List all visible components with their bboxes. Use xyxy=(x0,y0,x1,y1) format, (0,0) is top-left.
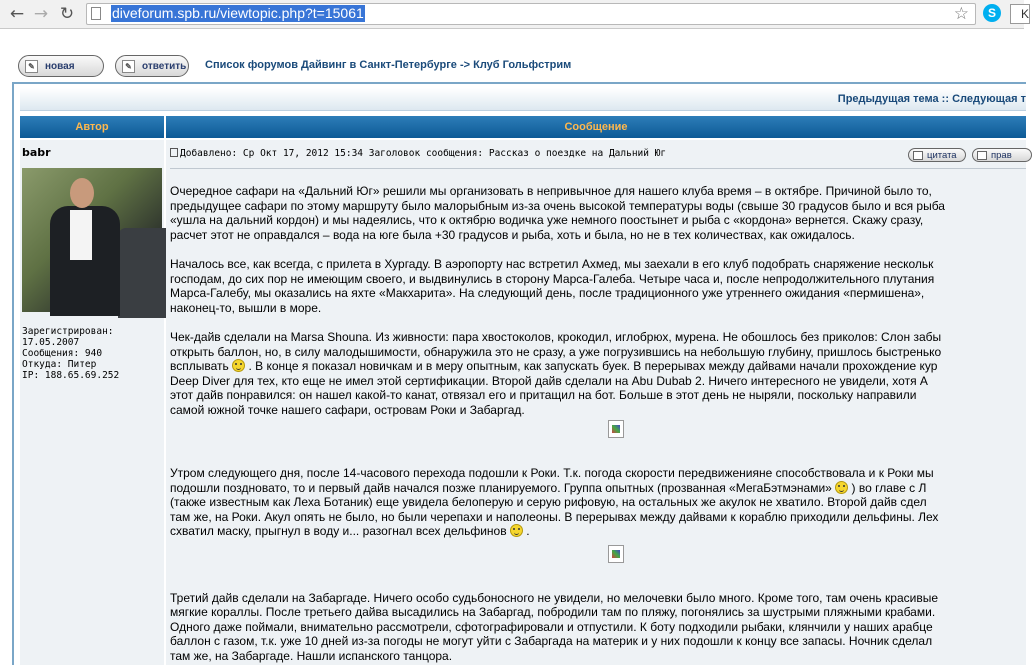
broken-image-icon[interactable] xyxy=(608,545,624,563)
skype-icon[interactable]: S xyxy=(983,4,1001,22)
text-fragment: ) во главе с Л xyxy=(848,480,927,495)
text-line: там же, на Забаргаде. Нашли испанского танцора. xyxy=(170,648,453,663)
author-ip: IP: 188.65.69.252 xyxy=(22,370,120,381)
text-line: предыдущее сафари по этому маршруту было малорыбным из-за очень высокой температуры воды (свыше 30 градусов было и вся рыба xyxy=(170,198,945,213)
breadcrumb[interactable]: Список форумов Дайвинг в Санкт-Петербурге -> Клуб Гольфстрим xyxy=(205,59,572,71)
text-line xyxy=(170,481,1026,496)
smiley-icon xyxy=(510,524,523,537)
address-url[interactable]: diveforum.spb.ru/viewtopic.php?t=15061 xyxy=(112,5,364,21)
text-fragment: подошли поздновато, то и первый дайв начался позже планируемого. Группа опытных (прозванная «МегаБэтмэнами» xyxy=(170,480,832,495)
forward-arrow-icon[interactable]: → xyxy=(33,4,49,24)
text-line: Очередное сафари на «Дальний Юг» решили мы организовать в непривычное для нашего клуба время – в октябре. Причиной было то, xyxy=(170,184,932,198)
edit-label: прав xyxy=(991,150,1012,161)
post-body xyxy=(170,184,1026,663)
author-meta xyxy=(22,326,119,381)
text-line: наконец-то, вышли в море. xyxy=(170,300,322,315)
author-column-header: Автор xyxy=(20,116,164,138)
registered-date: 17.05.2007 xyxy=(22,337,80,348)
text-fragment: . В конце я показал новичкам и в меру опытным, как запускать буек. В перерывах между дайвами начали прохождение кур xyxy=(245,359,938,373)
topic-table xyxy=(12,82,1026,665)
back-arrow-icon[interactable]: ← xyxy=(9,4,25,24)
new-topic-label-a: новая xyxy=(45,61,75,72)
post-header xyxy=(170,148,666,159)
address-bar[interactable] xyxy=(86,3,976,25)
text-line: расчет этот не оправдался – вода на юге была +30 градусов и рыба, хоть и была, но не в тех количествах, как ожидалось. xyxy=(170,227,855,242)
registered-label: Зарегистрирован: xyxy=(22,326,114,337)
text-line: баллон с газом, т.к. уже 10 дней из-за погоды не могут уйти с Забаргада на материк и у них подошли к концу все запасы. Ночник сделал xyxy=(170,634,933,648)
text-line: Утром следующего дня, после 14-часового перехода подошли к Роки. Т.к. погода скорости передвиженияне способствовала и к Роки мы xyxy=(170,466,934,480)
page-icon xyxy=(91,7,101,20)
post-cell xyxy=(166,140,1026,665)
reload-icon[interactable]: ↻ xyxy=(59,4,75,24)
text-line: Чек-дайв сделали на Marsa Shouna. Из живности: пара хвостоколов, крокодил, иглобрюх, мурена. Не обошлось без приколов: Слон забы xyxy=(170,330,942,344)
text-line: Одного даже поймали, внимательно рассмотрели, сфотографировали и отпустили. К боту подходили рыбаки, клянчили у наших арабце xyxy=(170,619,933,634)
text-line: господам, до сих пор не имеющим своего, и выдвинулись в сторону Марса-Галеба. Четыре часа и, после непродолжительного плутания xyxy=(170,271,935,286)
quote-button[interactable] xyxy=(908,148,966,162)
text-line: Deep Diver для тех, кто еще не имел этой сертификации. Второй дайв сделали на Abu Dubab 2. Ничего интересного не увидели, хотя А xyxy=(170,373,928,388)
broken-image-icon[interactable] xyxy=(608,420,624,438)
new-topic-button[interactable] xyxy=(18,55,104,77)
author-cell xyxy=(20,140,164,665)
reply-button[interactable] xyxy=(115,55,189,77)
extension-box[interactable] xyxy=(1010,4,1030,24)
text-fragment: . xyxy=(522,524,530,538)
quote-icon xyxy=(913,151,923,160)
text-line: Марса-Галебу, мы оказались на яхте «Макхарита». На следующий день, после традиционного уже утреннего ожидания «пермишена», xyxy=(170,286,925,300)
author-location: Откуда: Питер xyxy=(22,359,97,370)
text-line: (также известным как Леха Ботаник) еще увидела белоперую и серую рифовую, на остальных же акулок не хватило. Второй дайв сдел xyxy=(170,495,927,509)
edit-icon xyxy=(977,151,987,160)
post-header-text: Добавлено: Ср Окт 17, 2012 15:34 Заголовок сообщения: Рассказ о поездке на Дальний Юг xyxy=(180,148,667,159)
quote-label: цитата xyxy=(927,150,957,161)
text-fragment: всплывать xyxy=(170,359,229,373)
text-line xyxy=(170,524,1026,539)
text-line xyxy=(170,359,1026,374)
smiley-icon xyxy=(232,359,245,372)
text-line: Третий дайв сделали на Забаргаде. Ничего особо судьбоносного не увидели, но мелочевки было много. Кроме того, там очень красивые xyxy=(170,590,938,605)
extension-label: K xyxy=(1020,7,1029,21)
bookmark-star-icon[interactable]: ☆ xyxy=(953,4,969,24)
text-line: «ушла на дальний кордон) и мы надеялись, что к октябрю водичка уже немного поостынет и рыба с «кордона» вернется. Скажу сразу, xyxy=(170,213,924,227)
reply-label: ответить xyxy=(142,61,187,72)
topic-nav-row xyxy=(20,88,1026,111)
post-icon xyxy=(170,148,178,157)
text-line: Началось все, как всегда, с прилета в Хургаду. В аэропорту нас встретил Ахмед, мы заехали в его клуб подобрать снаряжение нескольк xyxy=(170,257,934,271)
post-separator xyxy=(170,168,1026,169)
text-line: открыть баллон, но, в силу малодышимости, обнаружила это не сразу, а уже погрузившись на небольшую глубину, пришлось быстренько xyxy=(170,344,942,359)
text-line: самой южной точке нашего сафари, островам Роки и Забаргад. xyxy=(170,402,525,417)
smiley-icon xyxy=(835,481,848,494)
message-column-header: Сообщение xyxy=(166,116,1026,138)
note-icon: ✎ xyxy=(122,60,135,73)
note-icon: ✎ xyxy=(25,60,38,73)
edit-button[interactable] xyxy=(972,148,1032,162)
text-fragment: схватил маску, прыгнул в воду и... разогнал всех дельфинов xyxy=(170,524,507,538)
prev-next-topic-links[interactable]: Предыдущая тема :: Следующая т xyxy=(837,93,1026,105)
text-line: этот дайв понравился: он нашел какой-то канат, отвязал его и притащил на бот. Больше в этот день не ныряли, поскольку направили xyxy=(170,388,917,402)
post-count: Сообщения: 940 xyxy=(22,348,103,359)
browser-toolbar xyxy=(0,0,1029,29)
text-line: мягкие кораллы. После третьего дайва высадились на Забаргад, побродили там по пляжу, погонялись за шустрыми пляжными крабами. xyxy=(170,605,936,619)
text-line: там же, на Роки. Акул опять не было, но были черепахи и наполеоны. В перерывах между дайвами к кораблю приходили дельфины. Лех xyxy=(170,509,939,524)
avatar xyxy=(22,168,162,312)
author-name[interactable]: babr xyxy=(22,146,51,159)
